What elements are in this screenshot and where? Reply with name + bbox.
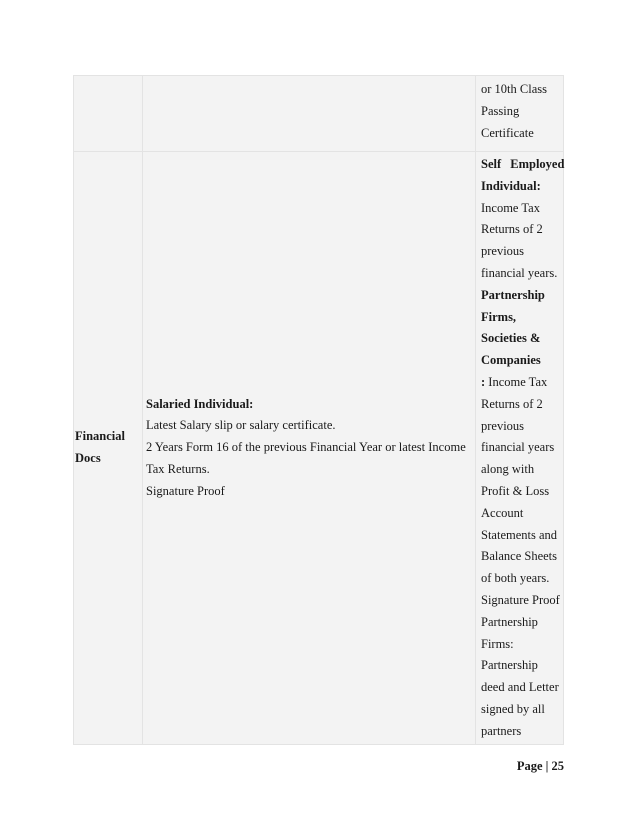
table-cell-salaried [143, 152, 476, 745]
salaried-line: Tax Returns. [146, 461, 210, 476]
partnership-line: Account [481, 505, 524, 520]
partnership-line: Balance Sheets [481, 549, 558, 564]
partnership-line: financial years [481, 440, 555, 455]
partnership-line: Partnership [481, 658, 538, 673]
table-cell-document-list [476, 76, 564, 152]
partnership-heading: Companies [481, 353, 541, 368]
partnership-line: Signature Proof [481, 592, 560, 607]
table-cell-empty [74, 76, 143, 152]
self-employed-heading: Individual: [481, 178, 541, 193]
table-row [74, 152, 564, 745]
salaried-line: 2 Years Form 16 of the previous Financial Year or latest Income [146, 440, 466, 455]
self-employed-heading: Self Employed [481, 157, 565, 171]
partnership-line: along with [481, 462, 535, 477]
partnership-line: Statements and [481, 527, 558, 542]
partnership-line: signed by all [481, 701, 545, 716]
cell-text-line: Passing [481, 103, 520, 118]
self-employed-line: financial years. [481, 265, 558, 280]
page-number: Page | 25 [516, 759, 564, 773]
partnership-line: of both years. [481, 571, 550, 586]
partnership-line: previous [481, 418, 525, 433]
salaried-line: Signature Proof [146, 483, 225, 498]
self-employed-line: Returns of 2 [481, 222, 543, 237]
table-cell-self-employed [476, 152, 564, 745]
partnership-line: Firms: [481, 636, 514, 651]
self-employed-line: previous [481, 244, 525, 259]
documents-table [73, 75, 564, 745]
salaried-line: Latest Salary slip or salary certificate. [146, 418, 336, 433]
cell-text-line: Certificate [481, 125, 534, 140]
category-label-line: Financial [75, 429, 126, 444]
partnership-heading: Societies & [481, 331, 541, 346]
partnership-line [481, 372, 563, 394]
table-row [74, 76, 564, 152]
partnership-line: Profit & Loss [481, 483, 550, 498]
partnership-line: Returns of 2 [481, 396, 543, 411]
partnership-first-text: Income Tax [485, 374, 548, 389]
cell-text-line: or 10th Class [481, 82, 547, 96]
self-employed-line: Income Tax [481, 200, 540, 215]
partnership-line: partners [481, 723, 522, 738]
salaried-heading: Salaried Individual: [146, 396, 254, 411]
partnership-heading: Partnership [481, 287, 545, 302]
table-cell-category [74, 152, 143, 745]
partnership-heading: Firms, [481, 309, 517, 324]
partnership-line: deed and Letter [481, 680, 559, 695]
partnership-line: Partnership [481, 614, 538, 629]
table-cell-empty [143, 76, 476, 152]
category-label-line: Docs [75, 451, 101, 465]
partnership-colon: : [481, 374, 486, 389]
